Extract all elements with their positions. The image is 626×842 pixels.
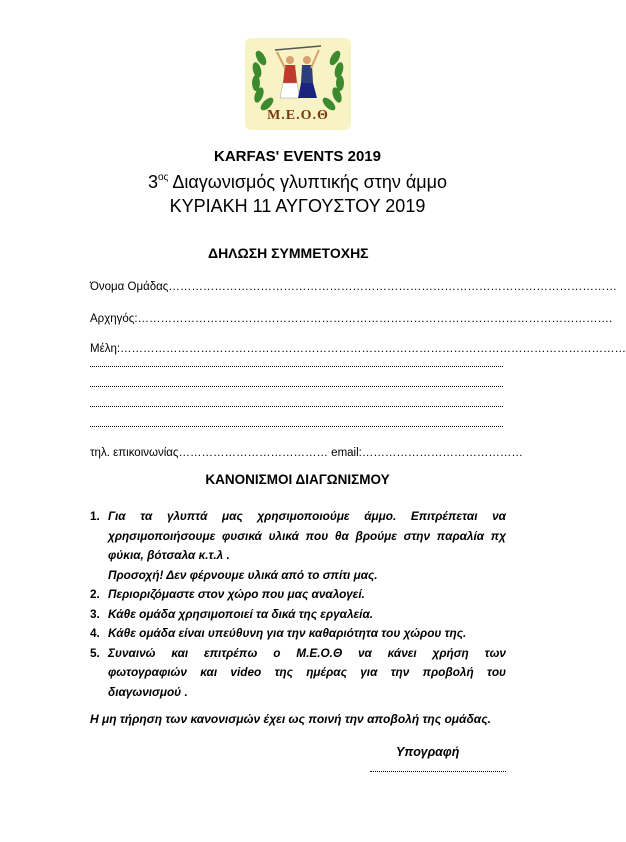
team-name-field[interactable]: Όνομα Ομάδας……………………………………………………………………………………………………… — [90, 281, 617, 293]
rule-number: 5. — [90, 645, 100, 660]
signature-line[interactable] — [370, 767, 506, 772]
declaration-title: ΔΗΛΩΣΗ ΣΥΜΜΕΤΟΧΗΣ — [208, 245, 369, 261]
rule-number: 1. — [90, 509, 100, 523]
members-extra-line[interactable] — [90, 384, 503, 387]
rule-number: 4. — [90, 626, 100, 640]
logo-text: Μ.Ε.Ο.Θ — [267, 108, 329, 123]
event-date: ΚΥΡΙΑΚΗ 11 ΑΥΓΟΥΣΤΟΥ 2019 — [169, 196, 426, 216]
rule-text: Για τα γλυπτά μας χρησιμοποιούμε άμμο. Επιτρέπεται να — [108, 509, 506, 523]
rules-title: ΚΑΝΟΝΙΣΜΟΙ ΔΙΑΓΩΝΙΣΜΟΥ — [205, 472, 390, 487]
ordinal-suffix: ος — [157, 172, 169, 183]
competition-title — [0, 172, 595, 193]
rule-text: Κάθε ομάδα είναι υπεύθυνη για την καθαριότητα του χώρου της. — [108, 626, 467, 640]
rule-text: Συναινώ και επιτρέπω ο Μ.Ε.Ο.Θ να κάνει χρήση των — [108, 645, 506, 660]
rule-text: διαγωνισμού . — [108, 684, 188, 699]
members-extra-line[interactable] — [90, 424, 503, 427]
members-field[interactable]: Μέλη:…………………………………………………………………………………………………………………… — [90, 343, 626, 355]
event-heading: KARFAS' EVENTS 2019 — [214, 148, 381, 165]
rule-text: χρησιμοποιήσουμε φυσικά υλικά που θα βρούμε στην παραλία πχ — [108, 528, 506, 543]
penalty-note: Η μη τήρηση των κανονισμών έχει ως ποινή την αποβολή της ομάδας. — [90, 712, 491, 726]
rule-text: Προσοχή! Δεν φέρνουμε υλικά από το σπίτι μας. — [108, 567, 378, 582]
members-extra-line[interactable] — [90, 364, 503, 367]
members-extra-line[interactable] — [90, 404, 503, 407]
rule-number: 2. — [90, 587, 100, 601]
rule-number: 3. — [90, 606, 100, 621]
competition-title-text: Διαγωνισμός γλυπτικής στην άμμο — [168, 172, 448, 192]
rule-text: φωτογραφιών και video της ημέρας για την προβολή του — [108, 665, 506, 679]
rule-text: φύκια, βότσαλα κ.τ.λ . — [108, 548, 230, 562]
contact-field[interactable]: τηλ. επικοινωνίας………………………………… email:…………………………………… — [90, 447, 523, 459]
organization-logo — [245, 38, 351, 130]
rule-text: Κάθε ομάδα χρησιμοποιεί τα δικά της εργαλεία. — [108, 606, 374, 621]
signature-label: Υπογραφή — [396, 745, 460, 759]
leader-field[interactable]: Αρχηγός:……………………………………………………………………………………………………………. — [90, 313, 613, 325]
rule-text: Περιοριζόμαστε στον χώρο που μας αναλογεί. — [108, 587, 365, 601]
ordinal-number: 3 — [147, 172, 158, 192]
